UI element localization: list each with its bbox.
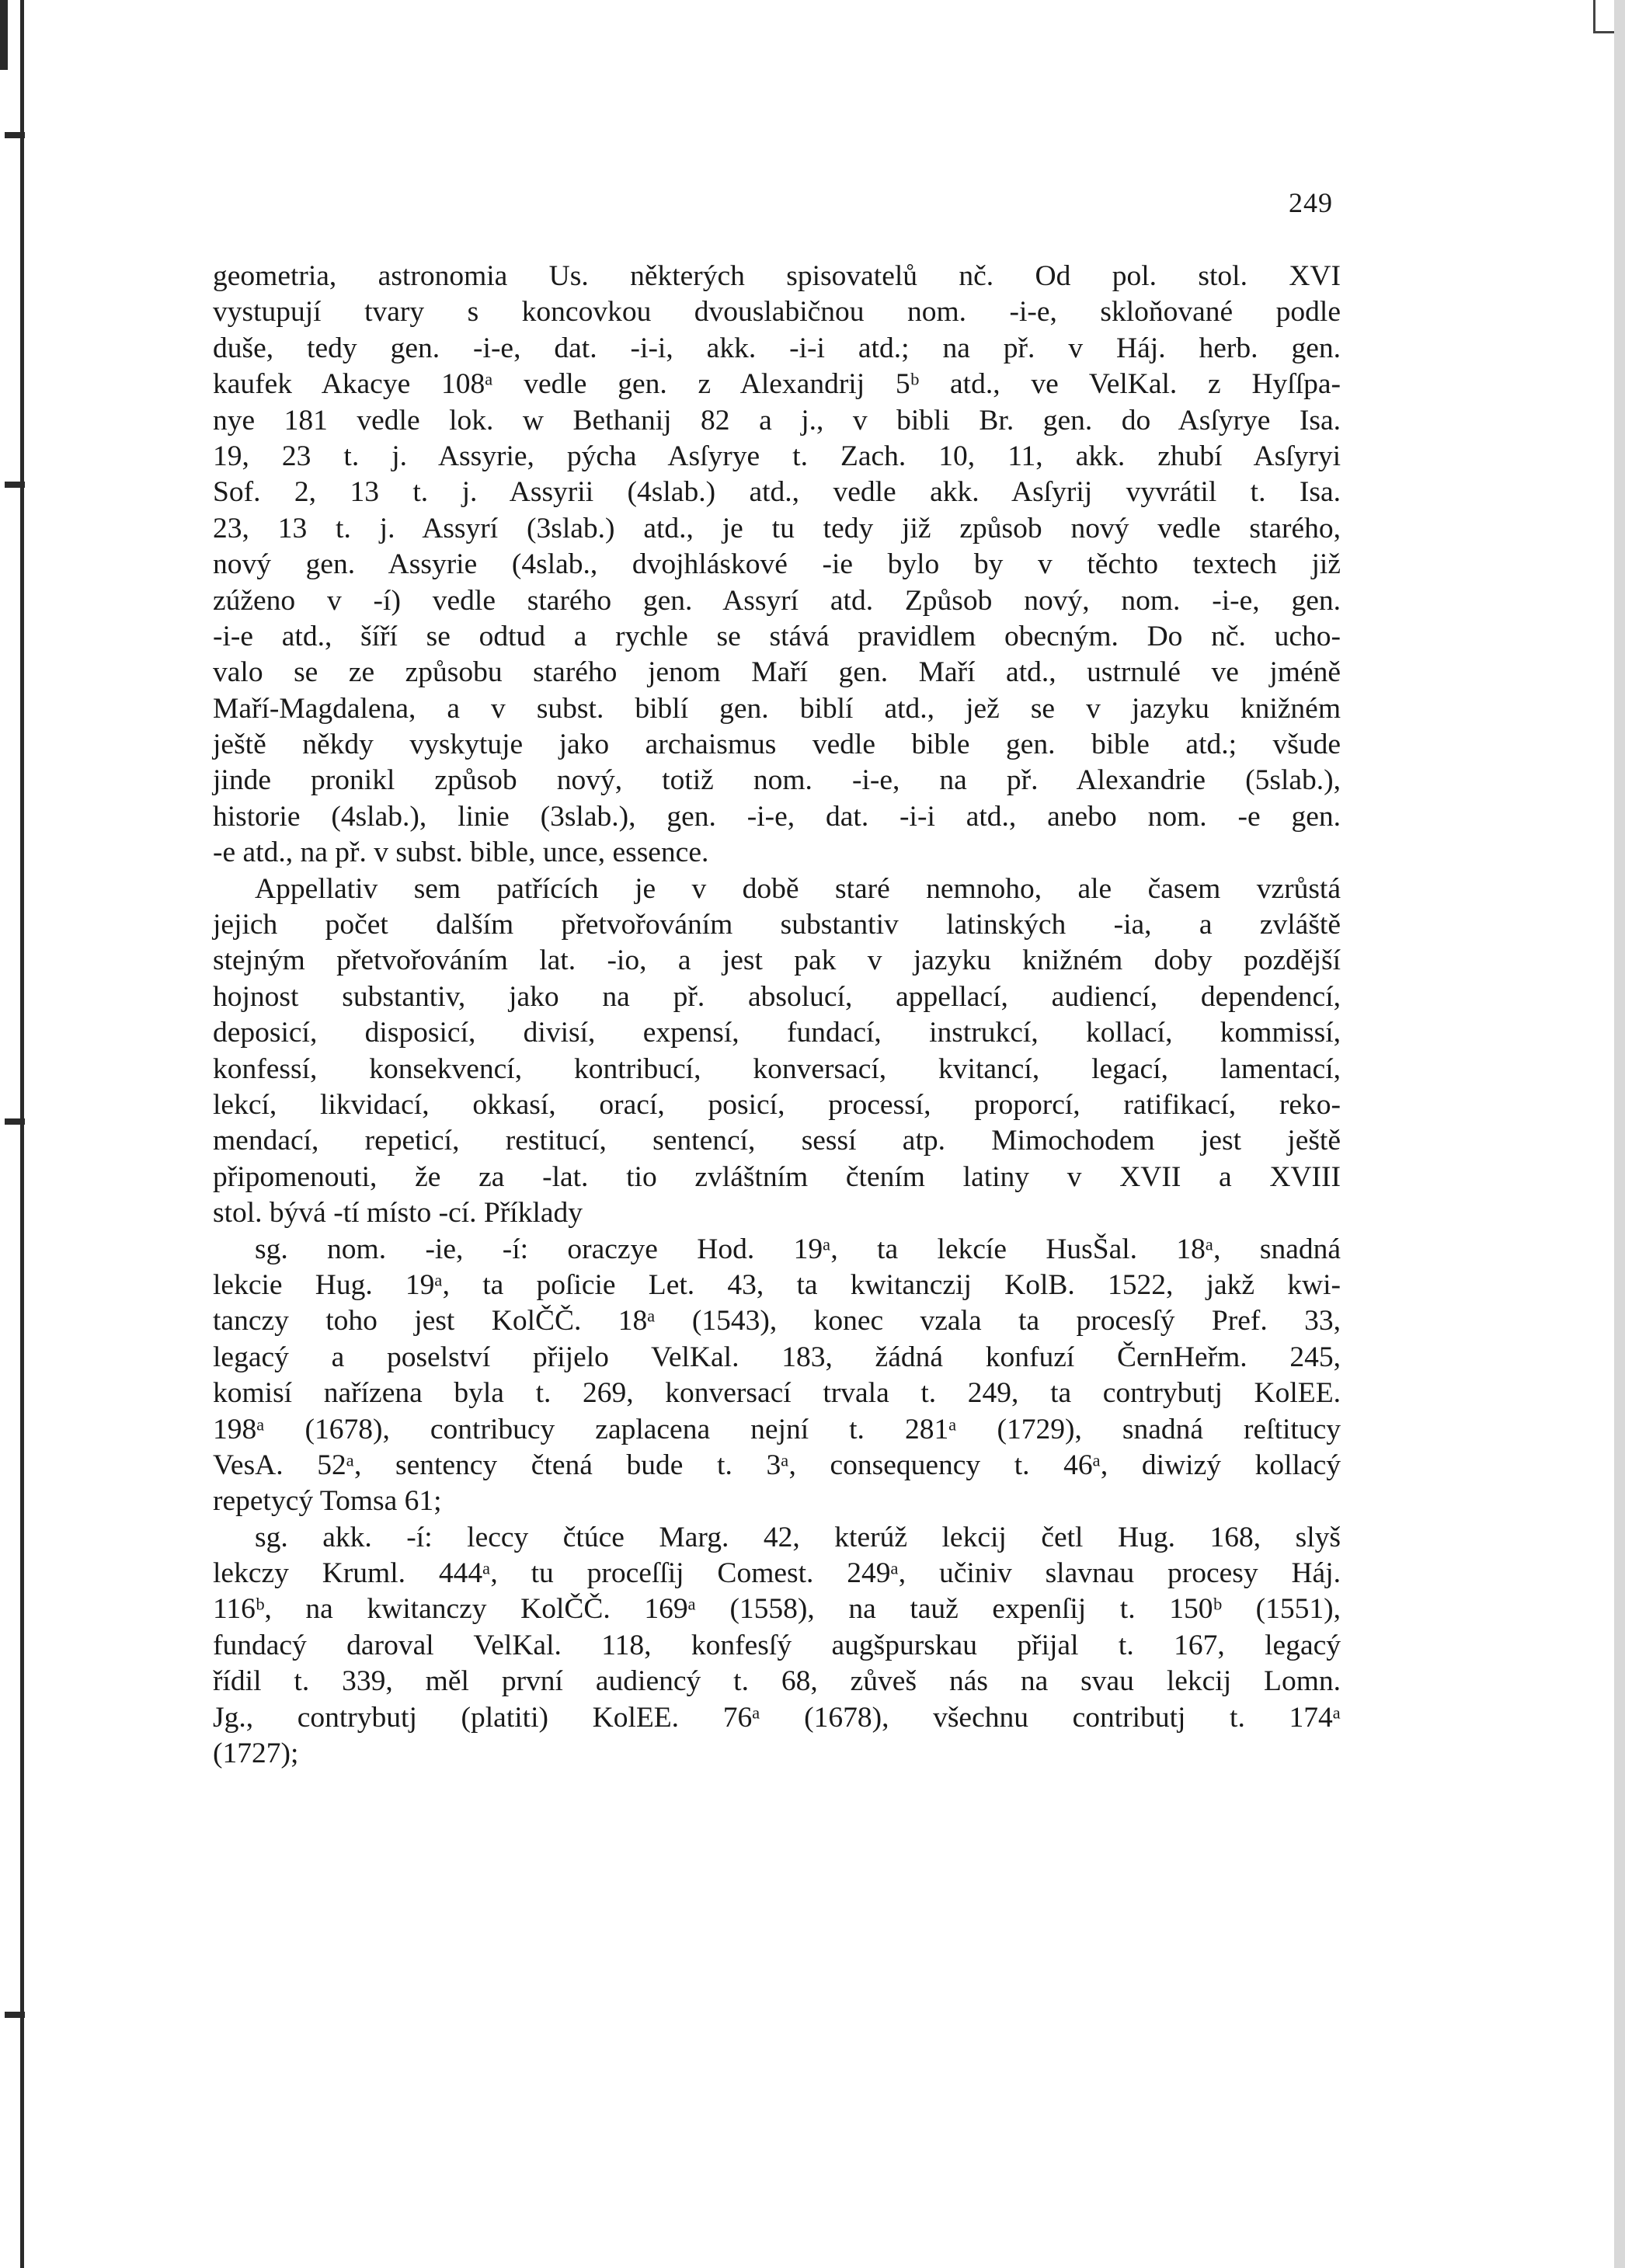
text-line: fundacý daroval VelKal. 118, konfesſý augšpurskau přijal t. 167, legacý [213,1629,1341,1661]
text-line: řídil t. 339, měl první audiencý t. 68, zůveš nás na svau lekcij Lomn. [213,1665,1341,1698]
text-line: Jg., contrybutj (platiti) KolEE. 76ᵃ (1678), všechnu contributj t. 174ᵃ [213,1701,1341,1734]
text-line: Appellativ sem patřících je v době staré nemnoho, ale časem vzrůstá [255,872,1341,905]
text-line: historie (4slab.), linie (3slab.), gen. -i-e, dat. -i-i atd., anebo nom. -e gen. [213,800,1341,833]
text-line: lekczy Kruml. 444ᵃ, tu proceſſij Comest. 249ᵃ, učiniv slavnau procesy Háj. [213,1557,1341,1590]
text-line: geometria, astronomia Us. některých spisovatelů nč. Od pol. stol. XVI [213,260,1341,292]
text-line: repetycý Tomsa 61; [213,1485,442,1518]
text-line: lekcie Hug. 19ᵃ, ta poſicie Let. 43, ta kwitanczij KolB. 1522, jakž kwi- [213,1268,1341,1301]
text-line: Maří-Magdalena, a v subst. biblí gen. biblí atd., jež se v jazyku knižném [213,692,1341,725]
text-line: připomenouti, že za -lat. tio zvláštním čtením latiny v XVII a XVIII [213,1160,1341,1193]
scan-left-edge [0,0,24,2268]
text-line: 198ᵃ (1678), contribucy zaplacena nejní t. 281ᵃ (1729), snadná reſtitucy [213,1413,1341,1445]
text-line: 23, 13 t. j. Assyrí (3slab.) atd., je tu tedy již způsob nový vedle starého, [213,512,1341,544]
text-line: stejným přetvořováním lat. -io, a jest pak v jazyku knižném doby pozdější [213,944,1341,977]
text-line: vystupují tvary s koncovkou dvouslabičnou nom. -i-e, skloňované podle [213,296,1341,329]
page-body-text [213,259,1341,1772]
text-line: stol. bývá -tí místo -cí. Příklady [213,1197,583,1230]
text-line: valo se ze způsobu starého jenom Maří gen. Maří atd., ustrnulé ve jméně [213,656,1341,689]
text-line: zúženo v -í) vedle starého gen. Assyrí atd. Způsob nový, nom. -i-e, gen. [213,584,1341,617]
text-line: komisí nařízena byla t. 269, konversací trvala t. 249, ta contrybutj KolEE. [213,1377,1341,1410]
text-line: mendací, repeticí, restitucí, sentencí, sessí atp. Mimochodem jest ještě [213,1125,1341,1157]
text-line: konfessí, konsekvencí, kontribucí, konversací, kvitancí, legací, lamentací, [213,1052,1341,1085]
scan-left-top-edge [0,0,8,70]
text-line: legacý a poselství přijelo VelKal. 183, žádná konfuzí ČernHeřm. 245, [213,1341,1341,1373]
text-line: nye 181 vedle lok. w Bethanij 82 a j., v bibli Br. gen. do Asſyrye Isa. [213,404,1341,437]
page-number: 249 [1289,187,1333,218]
text-line: jinde pronikl způsob nový, totiž nom. -i-e, na př. Alexandrie (5slab.), [213,764,1341,797]
text-line: kaufek Akacye 108ᵃ vedle gen. z Alexandrij 5ᵇ atd., ve VelKal. z Hyſſpa- [213,368,1341,401]
text-line: jejich počet dalším přetvořováním substantiv latinských -ia, a zvláště [213,909,1341,941]
text-line: sg. akk. -í: leccy čtúce Marg. 42, kterúž lekcij četl Hug. 168, slyš [255,1521,1341,1553]
scan-corner-mark [1593,0,1614,33]
text-line: 116ᵇ, na kwitanczy KolČČ. 169ᵃ (1558), na tauž expenſij t. 150ᵇ (1551), [213,1593,1341,1626]
scan-right-edge [1614,0,1625,2268]
text-line: ještě někdy vyskytuje jako archaismus vedle bible gen. bible atd.; všude [213,729,1341,761]
text-line: hojnost substantiv, jako na př. absolucí, appellací, audiencí, dependencí, [213,980,1341,1013]
text-line: sg. nom. -ie, -í: oraczye Hod. 19ᵃ, ta lekcíe HusŠal. 18ᵃ, snadná [255,1233,1341,1265]
scan-mark [5,1118,25,1125]
text-line: lekcí, likvidací, okkasí, orací, posicí, processí, proporcí, ratifikací, reko- [213,1088,1341,1121]
scan-mark [5,2012,25,2018]
text-line: -i-e atd., šíří se odtud a rychle se stává pravidlem obecným. Do nč. ucho- [213,620,1341,652]
scan-mark [5,132,25,138]
text-line: Sof. 2, 13 t. j. Assyrii (4slab.) atd., vedle akk. Asſyrij vyvrátil t. Isa. [213,476,1341,509]
text-line: tanczy toho jest KolČČ. 18ᵃ (1543), konec vzala ta procesſý Pref. 33, [213,1305,1341,1337]
scan-mark [5,482,25,488]
text-line: (1727); [213,1738,299,1770]
text-line: 19, 23 t. j. Assyrie, pýcha Asſyrye t. Zach. 10, 11, akk. zhubí Asſyryi [213,440,1341,472]
text-line: -e atd., na př. v subst. bible, unce, essence. [213,837,709,869]
text-line: VesA. 52ᵃ, sentency čtená bude t. 3ᵃ, consequency t. 46ᵃ, diwizý kollacý [213,1449,1341,1481]
text-line: nový gen. Assyrie (4slab., dvojhláskové -ie bylo by v těchto textech již [213,548,1341,581]
text-line: deposicí, disposicí, divisí, expensí, fundací, instrukcí, kollací, kommissí, [213,1017,1341,1049]
text-line: duše, tedy gen. -i-e, dat. -i-i, akk. -i-i atd.; na př. v Háj. herb. gen. [213,332,1341,364]
